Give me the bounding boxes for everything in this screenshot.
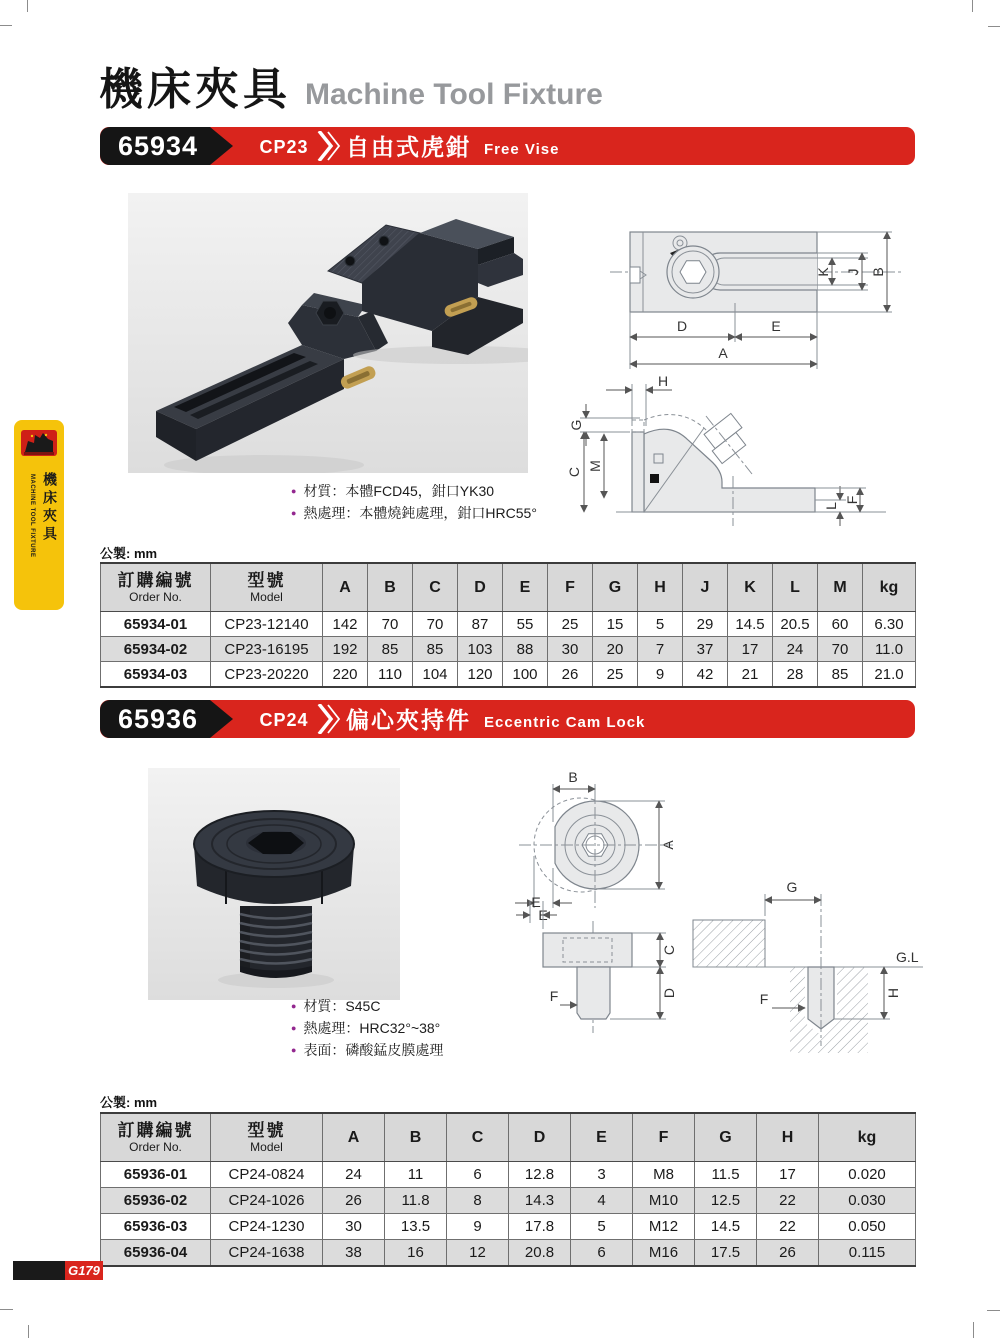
svg-text:F: F bbox=[549, 988, 559, 1004]
bullet-icon: ● bbox=[291, 1023, 297, 1033]
section-banner-65936 bbox=[100, 700, 915, 738]
crop-mark bbox=[27, 0, 28, 12]
table-row: 65936-04 CP24-1638 38 16 12 20.8 6 M16 17.5 26 0.115 bbox=[101, 1240, 916, 1267]
column-header: B bbox=[368, 563, 413, 612]
unit-label: 公製: mm bbox=[100, 546, 158, 561]
bullet-icon: ● bbox=[291, 1045, 297, 1055]
product-photo-cam-lock bbox=[148, 768, 400, 1000]
chevron-icon bbox=[317, 704, 343, 734]
svg-text:A: A bbox=[660, 840, 676, 850]
drawing-cam-front-view bbox=[516, 893, 696, 1043]
page-title-en: Machine Tool Fixture bbox=[305, 78, 603, 111]
table-row: 65934-01 CP23-12140 142 70 70 87 55 25 15 5 29 14.5 20.5 60 6.30 bbox=[101, 612, 916, 637]
drawing-cam-install-view bbox=[688, 866, 963, 1076]
order-number: 65936 bbox=[117, 704, 199, 734]
spec-table-65934 bbox=[100, 562, 916, 688]
page-number: G179 bbox=[65, 1261, 103, 1280]
spec-table-65936 bbox=[100, 1112, 916, 1267]
svg-text:D: D bbox=[661, 987, 677, 999]
drawing-vise-top-view bbox=[596, 203, 926, 373]
svg-text:H: H bbox=[885, 987, 901, 999]
drawing-vise-side-view bbox=[556, 370, 946, 560]
column-header: J bbox=[683, 563, 728, 612]
crop-mark bbox=[0, 25, 12, 26]
note-line bbox=[291, 480, 537, 502]
note-text: 熱處理：本體燒鈍處理，鉗口HRC55° bbox=[303, 505, 537, 521]
note-line bbox=[291, 995, 443, 1017]
svg-text:C: C bbox=[661, 944, 677, 956]
svg-text:F: F bbox=[759, 991, 769, 1007]
svg-text:E: E bbox=[771, 318, 781, 334]
column-header: A bbox=[323, 1113, 385, 1162]
table-row: 65934-02 CP23-16195 192 85 85 103 88 30 20 7 37 17 24 70 11.0 bbox=[101, 637, 916, 662]
svg-text:C: C bbox=[566, 466, 582, 478]
svg-text:G: G bbox=[786, 879, 798, 895]
order-number: 65934 bbox=[117, 131, 199, 161]
bullet-icon: ● bbox=[291, 1001, 297, 1011]
column-header: K bbox=[728, 563, 773, 612]
page-number-badge bbox=[13, 1261, 103, 1280]
svg-text:E: E bbox=[538, 907, 548, 923]
column-header: 型號 Model bbox=[211, 1113, 323, 1162]
note-text: 熱處理：HRC32°~38° bbox=[303, 1020, 441, 1036]
note-line bbox=[291, 502, 537, 524]
column-header: M bbox=[818, 563, 863, 612]
svg-text:M: M bbox=[587, 460, 603, 472]
svg-text:K: K bbox=[815, 267, 831, 277]
chevron-icon bbox=[317, 131, 343, 161]
svg-text:G.L: G.L bbox=[896, 949, 919, 965]
column-header: H bbox=[638, 563, 683, 612]
bullet-icon: ● bbox=[291, 508, 297, 518]
column-header: F bbox=[548, 563, 593, 612]
svg-text:F: F bbox=[844, 495, 860, 505]
page-title-zh: 機床夾具 bbox=[99, 65, 291, 114]
note-line bbox=[291, 1017, 443, 1039]
column-header: G bbox=[695, 1113, 757, 1162]
column-header: A bbox=[323, 563, 368, 612]
column-header: 型號 Model bbox=[211, 563, 323, 612]
crop-mark bbox=[972, 0, 973, 12]
column-header: H bbox=[757, 1113, 819, 1162]
svg-text:B: B bbox=[870, 267, 886, 277]
table-row: 65936-03 CP24-1230 30 13.5 9 17.8 5 M12 14.5 22 0.050 bbox=[101, 1214, 916, 1240]
section-title-en: Free Vise bbox=[484, 141, 560, 158]
table-row: 65936-01 CP24-0824 24 11 6 12.8 3 M8 11.5 17 0.020 bbox=[101, 1162, 916, 1188]
column-header: kg bbox=[863, 563, 916, 612]
category-icon bbox=[20, 428, 58, 460]
unit-label: 公製: mm bbox=[100, 1095, 158, 1110]
series-code: CP23 bbox=[259, 137, 309, 157]
svg-text:B: B bbox=[568, 769, 578, 785]
note-text: 材質：S45C bbox=[303, 998, 381, 1014]
product-photo-free-vise bbox=[128, 193, 528, 473]
crop-mark bbox=[987, 1310, 1000, 1311]
column-header: F bbox=[633, 1113, 695, 1162]
column-header: E bbox=[503, 563, 548, 612]
material-notes-65936 bbox=[291, 995, 443, 1061]
column-header: D bbox=[458, 563, 503, 612]
column-header: G bbox=[593, 563, 638, 612]
column-header: D bbox=[509, 1113, 571, 1162]
note-line bbox=[291, 1039, 443, 1061]
crop-mark bbox=[0, 1309, 13, 1310]
table-header-row bbox=[101, 563, 916, 612]
column-header: kg bbox=[819, 1113, 916, 1162]
column-header: E bbox=[571, 1113, 633, 1162]
svg-text:H: H bbox=[657, 373, 669, 389]
bullet-icon: ● bbox=[291, 486, 297, 496]
crop-mark bbox=[973, 1322, 974, 1338]
column-header: B bbox=[385, 1113, 447, 1162]
svg-text:G: G bbox=[568, 419, 584, 431]
section-title-en: Eccentric Cam Lock bbox=[484, 714, 646, 731]
material-notes-65934 bbox=[291, 480, 537, 524]
table-header-row bbox=[101, 1113, 916, 1162]
note-text: 材質：本體FCD45，鉗口YK30 bbox=[303, 483, 495, 499]
table-row: 65934-03 CP23-20220 220 110 104 120 100 26 25 9 42 21 28 85 21.0 bbox=[101, 662, 916, 688]
column-header: C bbox=[447, 1113, 509, 1162]
crop-mark bbox=[28, 1325, 29, 1338]
column-header: 訂購編號 Order No. bbox=[101, 1113, 211, 1162]
column-header: C bbox=[413, 563, 458, 612]
svg-text:J: J bbox=[845, 268, 861, 276]
svg-text:D: D bbox=[676, 318, 688, 334]
series-code: CP24 bbox=[259, 710, 309, 730]
section-title-zh: 自由式虎鉗 bbox=[346, 134, 471, 160]
note-text: 表面：磷酸錳皮膜處理 bbox=[303, 1042, 444, 1058]
svg-text:A: A bbox=[718, 345, 728, 361]
column-header: L bbox=[773, 563, 818, 612]
section-title-zh: 偏心夾持件 bbox=[346, 707, 471, 733]
svg-text:E: E bbox=[531, 894, 541, 910]
table-row: 65936-02 CP24-1026 26 11.8 8 14.3 4 M10 12.5 22 0.030 bbox=[101, 1188, 916, 1214]
svg-text:L: L bbox=[823, 502, 839, 510]
sidebar-tab-label-zh: 機床夾具 bbox=[42, 472, 58, 544]
column-header: 訂購編號 Order No. bbox=[101, 563, 211, 612]
section-banner-65934 bbox=[100, 127, 915, 165]
crop-mark bbox=[988, 26, 1000, 27]
badge-black-block bbox=[13, 1261, 65, 1280]
sidebar-tab-label-en: MACHINE TOOL FIXTURE bbox=[29, 474, 35, 558]
page-title bbox=[99, 66, 603, 114]
sidebar-category-tab[interactable] bbox=[14, 420, 64, 610]
